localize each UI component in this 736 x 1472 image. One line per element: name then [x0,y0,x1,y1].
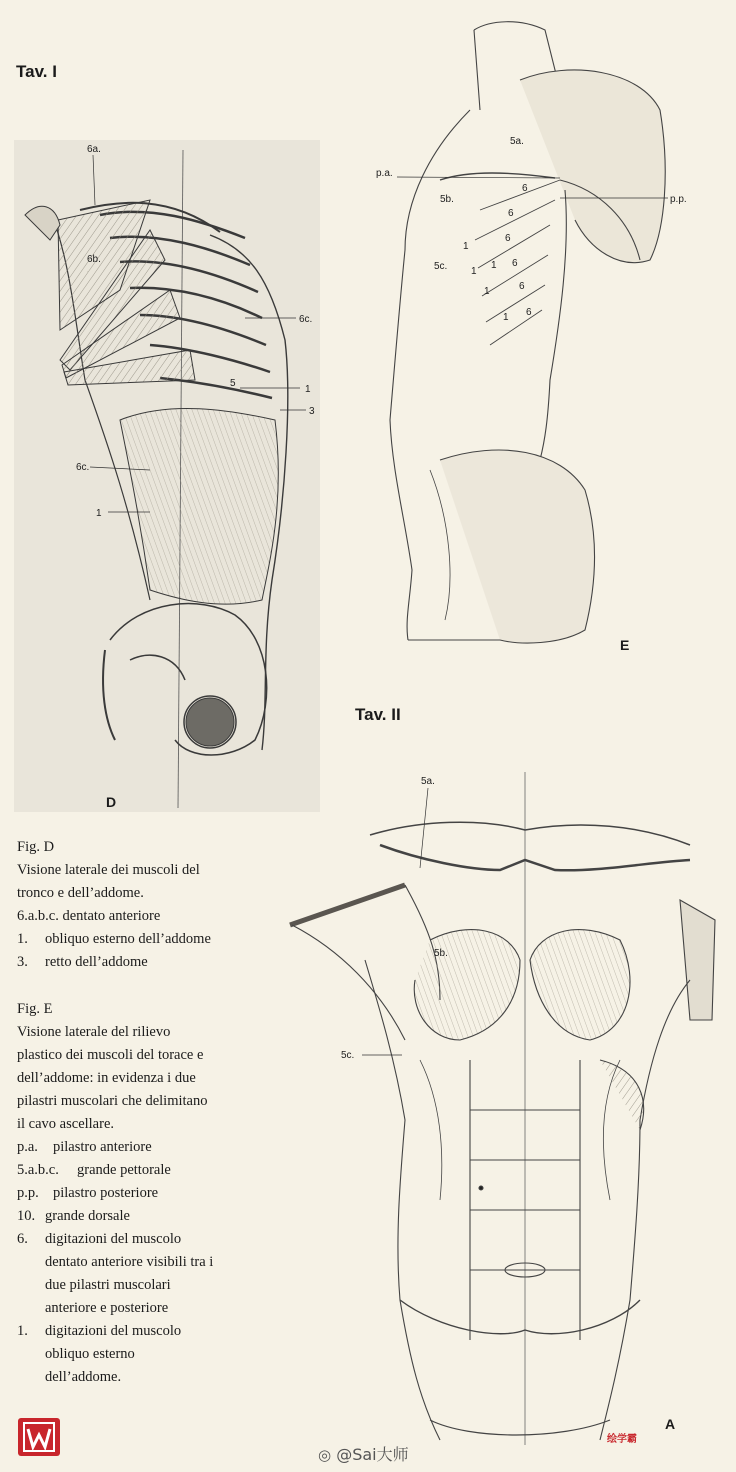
entry-number: p.a. [17,1139,38,1155]
label-d-3: 3 [309,406,315,417]
weibo-icon: ◎ [318,1446,332,1464]
entry-text: digitazioni del muscolo [45,1231,182,1247]
caption-d-entry [17,905,211,928]
label-d-1-lower: 1 [96,508,102,519]
caption-e-entry [17,1228,213,1251]
label-e-pp: p.p. [670,194,687,205]
caption-e-line: il cavo ascellare. [17,1116,115,1132]
caption-d-line: tronco e dell’addome. [17,885,144,901]
entry-text: obliquo esterno dell’addome [45,931,211,947]
caption-e-entry-continuation: anteriore e posteriore [45,1300,169,1316]
plate-title-tav-i: Tav. I [16,62,57,81]
label-e-5a: 5a. [510,136,524,147]
caption-d-entry [17,928,211,951]
label-e-1-d: 1 [484,286,490,297]
entry-number: 6. [17,1231,28,1247]
caption-e-entry [17,1182,213,1205]
label-e-5b: 5b. [440,194,454,205]
label-e-6-c: 6 [505,233,511,244]
figure-d-drawing [25,150,288,808]
caption-e-line: pilastri muscolari che delimitano [17,1093,208,1109]
figure-e-drawing [390,22,665,643]
caption-e-entry [17,1320,213,1343]
entry-number: 1. [17,1323,28,1339]
caption-e-line: plastico dei muscoli del torace e [17,1047,204,1063]
label-e-6-b: 6 [508,208,514,219]
caption-e-entry [17,1136,213,1159]
label-d-5: 5 [230,378,236,389]
caption-d-heading: Fig. D [17,839,55,855]
entry-number: 1. [17,931,28,947]
label-d-6c-lower: 6c. [76,462,90,473]
label-a-5b: 5b. [434,948,448,959]
caption-fig-e [17,998,213,1389]
plate-title-tav-ii: Tav. II [355,705,401,724]
caption-e-heading: Fig. E [17,1001,53,1017]
label-d-6b: 6b. [87,254,101,265]
entry-text: digitazioni del muscolo [45,1323,182,1339]
caption-e-entry-continuation: obliquo esterno [45,1346,135,1362]
entry-text: 6.a.b.c. dentato anteriore [17,908,161,924]
label-a-5a: 5a. [421,776,435,787]
label-e-6-a: 6 [522,183,528,194]
figure-e-letter: E [620,637,630,653]
label-d-6a: 6a. [87,144,101,155]
entry-text: grande dorsale [45,1208,130,1224]
entry-text: grande pettorale [77,1162,171,1178]
stamp-text: 绘学霸 [607,1434,637,1445]
entry-number: 10. [17,1208,36,1224]
caption-e-line: dell’addome: in evidenza i due [17,1070,196,1086]
caption-d-entry [17,951,211,974]
brand-logo-icon [18,1418,60,1456]
label-e-1-a: 1 [463,241,469,252]
figure-a-letter: A [665,1416,676,1432]
entry-text: pilastro anteriore [53,1139,152,1155]
caption-e-entry-continuation: dentato anteriore visibili tra i [45,1254,214,1270]
label-e-1-e: 1 [503,312,509,323]
caption-e-entry [17,1205,213,1228]
caption-e-entry [17,1159,213,1182]
label-e-6-e: 6 [519,281,525,292]
label-d-6c-upper: 6c. [299,314,313,325]
label-a-5c: 5c. [341,1050,355,1061]
label-e-6-f: 6 [526,307,532,318]
entry-number: 3. [17,954,28,970]
figure-d-letter: D [106,794,117,810]
figure-a-drawing [290,772,715,1445]
caption-e-line: Visione laterale del rilievo [17,1024,171,1040]
label-e-1-c: 1 [471,266,477,277]
weibo-watermark [318,1442,409,1465]
entry-number: 5.a.b.c. [17,1162,59,1178]
caption-d-line: Visione laterale dei muscoli del [17,862,200,878]
entry-text: retto dell’addome [45,954,148,970]
brand-logo [18,1418,60,1456]
entry-number: p.p. [17,1185,39,1201]
caption-e-entry-continuation: dell’addome. [45,1369,122,1385]
watermark-text: @Sai大师 [336,1445,409,1464]
caption-e-entry-continuation: due pilastri muscolari [45,1277,171,1293]
label-d-1-upper: 1 [305,384,311,395]
label-e-pa: p.a. [376,168,393,179]
entry-text: pilastro posteriore [53,1185,159,1201]
label-e-1-b: 1 [491,260,497,271]
label-e-6-d: 6 [512,258,518,269]
label-e-5c: 5c. [434,261,448,272]
caption-fig-d [17,836,211,974]
